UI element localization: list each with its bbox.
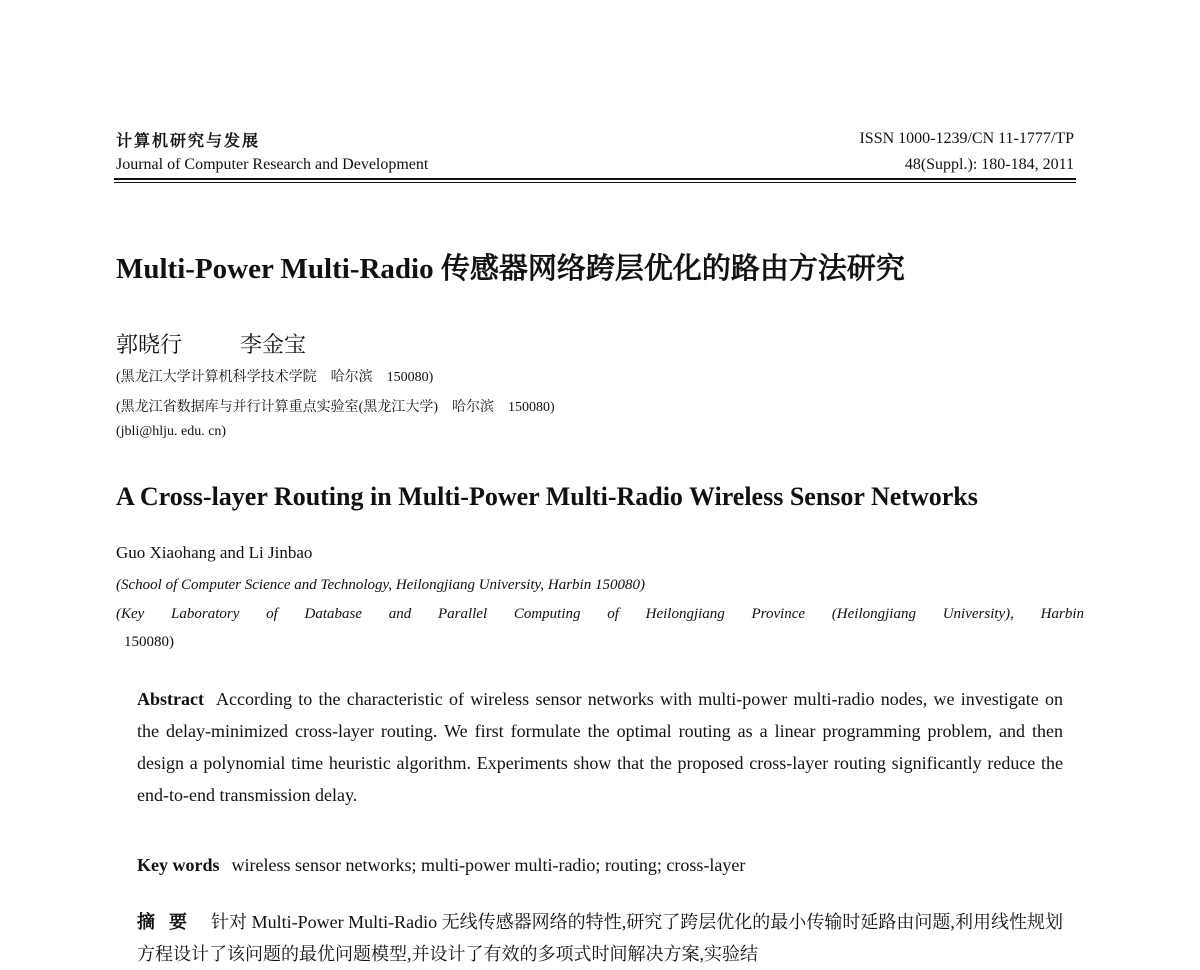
author-cn: 李金宝 <box>240 332 307 357</box>
abstract-cn <box>137 906 1063 970</box>
keywords-label: Key words <box>137 855 220 875</box>
abstract-cn-label: 摘要 <box>137 912 202 932</box>
keywords <box>137 855 745 876</box>
header-rule-thin <box>114 182 1076 183</box>
affiliation-en: (School of Computer Science and Technology, Heilongjiang University, Harbin 150080) <box>116 577 645 593</box>
abstract <box>137 683 1063 811</box>
authors-cn <box>116 328 364 359</box>
keywords-text: wireless sensor networks; multi-power multi-radio; routing; cross-layer <box>231 855 746 875</box>
paper-title-cn: Multi-Power Multi-Radio 传感器网络跨层优化的路由方法研究 <box>116 253 905 285</box>
issue-line: 48(Suppl.): 180-184, 2011 <box>904 156 1074 173</box>
abstract-text: According to the characteristic of wireless sensor networks with multi-power multi-radio nodes, we investigate on the delay-minimized cross-layer routing. We first formulate the optimal routing as a linear programming problem, and then design a polynomial time heuristic algorithm. Experiments show that the proposed cross-layer routing significantly reduce the end-to-end transmission delay. <box>137 689 1063 805</box>
author-cn: 郭晓行 <box>116 332 183 357</box>
abstract-cn-text: 针对 Multi-Power Multi-Radio 无线传感器网络的特性,研究了跨层优化的最小传输时延路由问题,利用线性规划方程设计了该问题的最优问题模型,并设计了有效的多项式时间解决方案,实验结 <box>137 912 1063 964</box>
journal-name-cn: 计算机研究与发展 <box>116 133 261 150</box>
paper-title-en: A Cross-layer Routing in Multi-Power Multi-Radio Wireless Sensor Networks <box>116 482 978 511</box>
author-email: (jbli@hlju. edu. cn) <box>116 424 227 439</box>
affiliation-en-cont: 150080) <box>124 634 174 650</box>
affiliation-cn: (黑龙江大学计算机科学技术学院 哈尔滨 150080) <box>116 370 434 385</box>
header-rule-thick <box>114 178 1076 180</box>
affiliation-en: (Key Laboratory of Database and Parallel Computing of Heilongjiang Province (Heilongjiang University), Harbin <box>116 606 1084 622</box>
abstract-label: Abstract <box>137 689 204 709</box>
affiliation-cn: (黑龙江省数据库与并行计算重点实验室(黑龙江大学) 哈尔滨 150080) <box>116 400 555 415</box>
issn-line: ISSN 1000-1239/CN 11-1777/TP <box>859 130 1074 147</box>
journal-name-en: Journal of Computer Research and Development <box>116 156 429 173</box>
authors-en: Guo Xiaohang and Li Jinbao <box>116 543 313 562</box>
